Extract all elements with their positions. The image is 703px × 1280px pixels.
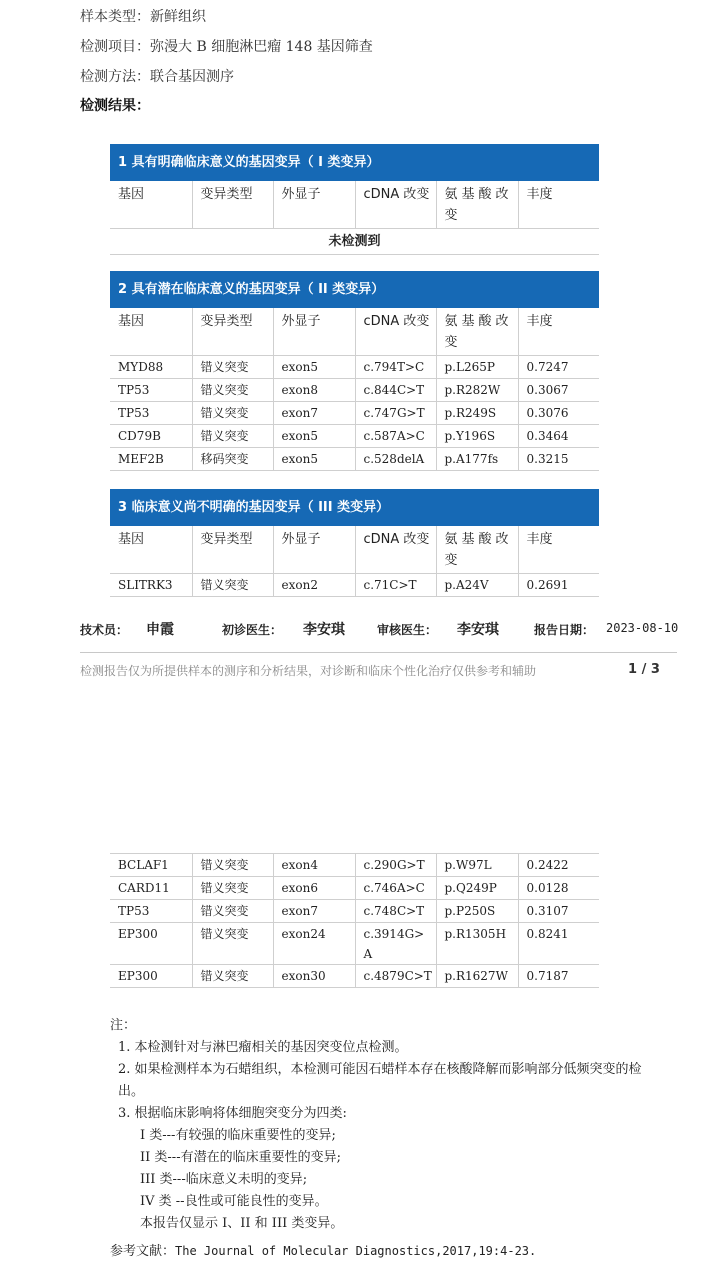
abundance-cell: 0.3067 bbox=[518, 379, 599, 402]
col-aa: 氨基酸改变 bbox=[436, 181, 518, 229]
table-row bbox=[110, 448, 599, 471]
aa-cell: p.R249S bbox=[436, 402, 518, 425]
footer-divider bbox=[80, 652, 677, 653]
section-3-table bbox=[110, 526, 599, 597]
doc1-label: 初诊医生： bbox=[222, 623, 283, 637]
doc2-label: 审核医生： bbox=[377, 623, 438, 637]
col-gene: 基因 bbox=[110, 181, 192, 229]
col-aa: 氨基酸改变 bbox=[436, 308, 518, 356]
aa-cell: p.P250S bbox=[436, 900, 518, 923]
section-2-table bbox=[110, 308, 599, 471]
test-item-value: 弥漫大 B 细胞淋巴瘤 148 基因筛查 bbox=[150, 39, 373, 55]
gene-cell: SLITRK3 bbox=[110, 574, 192, 597]
col-exon: 外显子 bbox=[273, 181, 355, 229]
section-1-table bbox=[110, 181, 599, 229]
type-cell: 移码突变 bbox=[192, 448, 273, 471]
gene-cell: EP300 bbox=[110, 965, 192, 988]
class-1-desc: I 类---有较强的临床重要性的变异; bbox=[140, 1128, 336, 1143]
aa-cell: p.R282W bbox=[436, 379, 518, 402]
section-class-2 bbox=[110, 271, 599, 471]
note-3: 3. 根据临床影响将体细胞突变分为四类: bbox=[118, 1106, 347, 1121]
table-row bbox=[110, 356, 599, 379]
aa-cell: p.A177fs bbox=[436, 448, 518, 471]
col-exon: 外显子 bbox=[273, 308, 355, 356]
exon-cell: exon2 bbox=[273, 574, 355, 597]
type-cell: 错义突变 bbox=[192, 402, 273, 425]
col-gene: 基因 bbox=[110, 308, 192, 356]
cdna-cell: c.528delA bbox=[355, 448, 436, 471]
abundance-cell: 0.0128 bbox=[518, 877, 599, 900]
section-1-empty: 未检测到 bbox=[110, 229, 599, 255]
sample-type-value: 新鲜组织 bbox=[150, 9, 206, 25]
table-row bbox=[110, 379, 599, 402]
gene-cell: EP300 bbox=[110, 923, 192, 965]
reference bbox=[110, 1240, 536, 1259]
cdna-cell: c.794T>C bbox=[355, 356, 436, 379]
cdna-cell: c.746A>C bbox=[355, 877, 436, 900]
test-method-label: 检测方法： bbox=[80, 69, 150, 85]
report-scope: 本报告仅显示 I、II 和 III 类变异。 bbox=[140, 1216, 344, 1231]
col-cdna: cDNA 改变 bbox=[355, 181, 436, 229]
table-row bbox=[110, 965, 599, 988]
exon-cell: exon5 bbox=[273, 448, 355, 471]
abundance-cell: 0.3107 bbox=[518, 900, 599, 923]
exon-cell: exon30 bbox=[273, 965, 355, 988]
continued-table-block bbox=[110, 853, 599, 988]
section-3-title: 3 临床意义尚不明确的基因变异（ III 类变异） bbox=[110, 489, 599, 526]
col-cdna: cDNA 改变 bbox=[355, 308, 436, 356]
exon-cell: exon6 bbox=[273, 877, 355, 900]
cdna-cell: c.587A>C bbox=[355, 425, 436, 448]
aa-cell: p.Y196S bbox=[436, 425, 518, 448]
section-2-title: 2 具有潜在临床意义的基因变异（ II 类变异） bbox=[110, 271, 599, 308]
col-abundance: 丰度 bbox=[518, 526, 599, 574]
abundance-cell: 0.8241 bbox=[518, 923, 599, 965]
gene-cell: CARD11 bbox=[110, 877, 192, 900]
section-class-1 bbox=[110, 144, 599, 255]
type-cell: 错义突变 bbox=[192, 379, 273, 402]
gene-cell: CD79B bbox=[110, 425, 192, 448]
type-cell: 错义突变 bbox=[192, 425, 273, 448]
type-cell: 错义突变 bbox=[192, 923, 273, 965]
col-variant-type: 变异类型 bbox=[192, 526, 273, 574]
abundance-cell: 0.7247 bbox=[518, 356, 599, 379]
doc1-name: 李安琪 bbox=[303, 622, 345, 638]
report-date: 2023-08-10 bbox=[606, 621, 679, 635]
aa-cell: p.R1627W bbox=[436, 965, 518, 988]
cdna-cell: c.4879C>T bbox=[355, 965, 436, 988]
exon-cell: exon5 bbox=[273, 425, 355, 448]
table-row bbox=[110, 900, 599, 923]
result-title: 检测结果： bbox=[80, 98, 150, 114]
exon-cell: exon5 bbox=[273, 356, 355, 379]
col-gene: 基因 bbox=[110, 526, 192, 574]
col-variant-type: 变异类型 bbox=[192, 181, 273, 229]
test-method-value: 联合基因测序 bbox=[150, 69, 234, 85]
type-cell: 错义突变 bbox=[192, 900, 273, 923]
aa-cell: p.A24V bbox=[436, 574, 518, 597]
aa-cell: p.R1305H bbox=[436, 923, 518, 965]
gene-cell: MEF2B bbox=[110, 448, 192, 471]
sample-type bbox=[80, 6, 206, 26]
type-cell: 错义突变 bbox=[192, 356, 273, 379]
table-row bbox=[110, 923, 599, 965]
abundance-cell: 0.7187 bbox=[518, 965, 599, 988]
cdna-cell: c.844C>T bbox=[355, 379, 436, 402]
page-number: 1 / 3 bbox=[628, 662, 660, 677]
exon-cell: exon8 bbox=[273, 379, 355, 402]
sample-type-label: 样本类型： bbox=[80, 9, 150, 25]
tech-label: 技术员： bbox=[80, 623, 129, 637]
tech-name: 申霞 bbox=[146, 622, 174, 638]
exon-cell: exon4 bbox=[273, 854, 355, 877]
continued-table bbox=[110, 853, 599, 988]
abundance-cell: 0.3076 bbox=[518, 402, 599, 425]
section-class-3 bbox=[110, 489, 599, 597]
table-row bbox=[110, 402, 599, 425]
note-1: 1. 本检测针对与淋巴瘤相关的基因突变位点检测。 bbox=[118, 1040, 408, 1055]
gene-cell: TP53 bbox=[110, 900, 192, 923]
cdna-cell: c.748C>T bbox=[355, 900, 436, 923]
test-item-label: 检测项目： bbox=[80, 39, 150, 55]
abundance-cell: 0.2691 bbox=[518, 574, 599, 597]
footer-disclaimer: 检测报告仅为所提供样本的测序和分析结果，对诊断和临床个性化治疗仅供参考和辅助 bbox=[80, 664, 537, 678]
class-3-desc: III 类---临床意义未明的变异; bbox=[140, 1172, 308, 1187]
type-cell: 错义突变 bbox=[192, 877, 273, 900]
reference-label: 参考文献： bbox=[110, 1244, 176, 1259]
section-1-title: 1 具有明确临床意义的基因变异（ I 类变异） bbox=[110, 144, 599, 181]
cdna-cell: c.747G>T bbox=[355, 402, 436, 425]
type-cell: 错义突变 bbox=[192, 854, 273, 877]
aa-cell: p.L265P bbox=[436, 356, 518, 379]
class-2-desc: II 类---有潜在的临床重要性的变异; bbox=[140, 1150, 341, 1165]
abundance-cell: 0.3464 bbox=[518, 425, 599, 448]
gene-cell: TP53 bbox=[110, 402, 192, 425]
abundance-cell: 0.3215 bbox=[518, 448, 599, 471]
gene-cell: MYD88 bbox=[110, 356, 192, 379]
cdna-cell: c.290G>T bbox=[355, 854, 436, 877]
date-label: 报告日期： bbox=[534, 623, 595, 637]
notes bbox=[110, 1015, 670, 1235]
col-abundance: 丰度 bbox=[518, 308, 599, 356]
gene-cell: BCLAF1 bbox=[110, 854, 192, 877]
col-exon: 外显子 bbox=[273, 526, 355, 574]
test-method bbox=[80, 66, 234, 86]
type-cell: 错义突变 bbox=[192, 574, 273, 597]
doc2-name: 李安琪 bbox=[457, 622, 499, 638]
aa-cell: p.W97L bbox=[436, 854, 518, 877]
col-variant-type: 变异类型 bbox=[192, 308, 273, 356]
table-row bbox=[110, 877, 599, 900]
col-abundance: 丰度 bbox=[518, 181, 599, 229]
reference-text: The Journal of Molecular Diagnostics,2017,19:4-23. bbox=[175, 1244, 537, 1258]
table-row bbox=[110, 425, 599, 448]
exon-cell: exon7 bbox=[273, 900, 355, 923]
exon-cell: exon24 bbox=[273, 923, 355, 965]
table-row bbox=[110, 854, 599, 877]
col-cdna: cDNA 改变 bbox=[355, 526, 436, 574]
notes-heading: 注： bbox=[110, 1018, 137, 1033]
aa-cell: p.Q249P bbox=[436, 877, 518, 900]
table-row bbox=[110, 574, 599, 597]
class-4-desc: IV 类 --良性或可能良性的变异。 bbox=[140, 1194, 328, 1209]
exon-cell: exon7 bbox=[273, 402, 355, 425]
cdna-cell: c.3914G>A bbox=[355, 923, 436, 965]
cdna-cell: c.71C>T bbox=[355, 574, 436, 597]
test-item bbox=[80, 36, 373, 56]
type-cell: 错义突变 bbox=[192, 965, 273, 988]
col-aa: 氨基酸改变 bbox=[436, 526, 518, 574]
note-2: 2. 如果检测样本为石蜡组织，本检测可能因石蜡样本存在核酸降解而影响部分低频突变的检出。 bbox=[118, 1062, 642, 1099]
abundance-cell: 0.2422 bbox=[518, 854, 599, 877]
gene-cell: TP53 bbox=[110, 379, 192, 402]
